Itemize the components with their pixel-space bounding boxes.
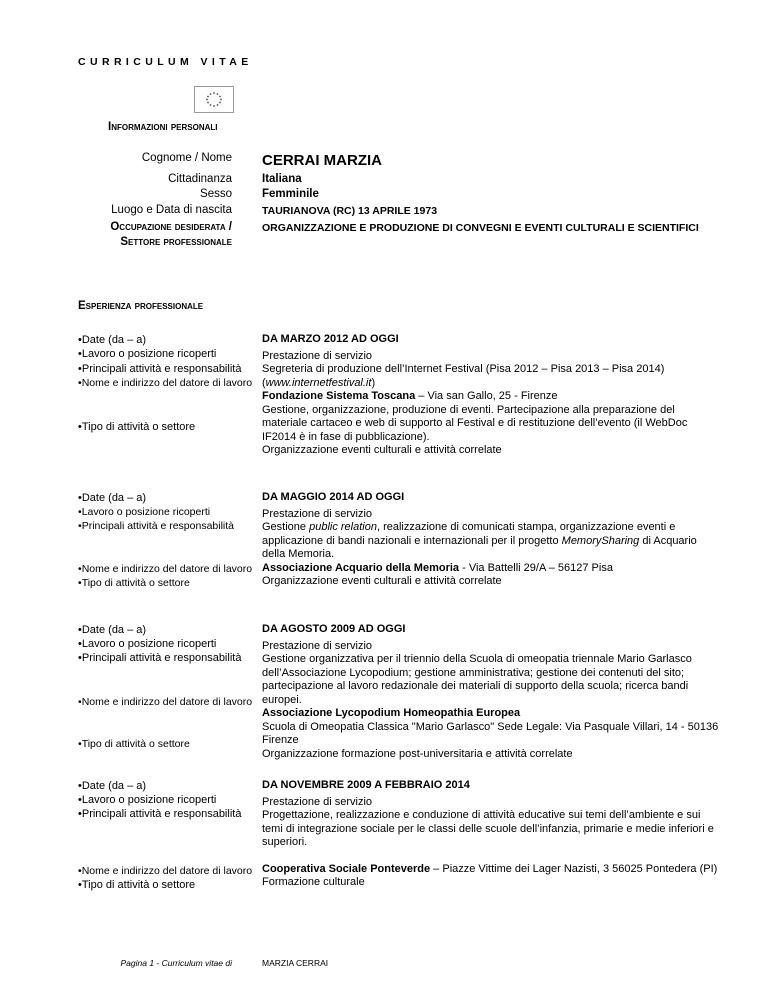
job2-date: DA MAGGIO 2014 AD OGGI bbox=[262, 491, 405, 503]
job4-date: DA NOVEMBRE 2009 A FEBBRAIO 2014 bbox=[262, 779, 470, 791]
job3-datore-name: Associazione Lycopodium Homeopathia Europea bbox=[262, 707, 521, 719]
job4-date-label: • Date (da – a) bbox=[78, 780, 146, 792]
job2-att-d: MemorySharing bbox=[561, 534, 640, 547]
job1-datore-name: Fondazione Sistema Toscana bbox=[262, 390, 416, 402]
cittadinanza-label: Cittadinanza bbox=[168, 173, 232, 185]
job4-attivita: Progettazione, realizzazione e conduzione di attività educative sui temi dell’ambiente e sui temi di integrazione sociale per le classi delle scuole dell’infanzia, primarie e medie inferiori e superiori. bbox=[262, 809, 714, 848]
job2-attivita-label: • Principali attività e responsabilità bbox=[78, 520, 234, 532]
job3-date-label: • Date (da – a) bbox=[78, 624, 146, 636]
job1-attivita-label: • Principali attività e responsabilità bbox=[78, 363, 241, 375]
cittadinanza-value: Italiana bbox=[262, 173, 302, 185]
eu-flag-icon bbox=[194, 86, 234, 113]
job2-tipo: Organizzazione eventi culturali e attività correlate bbox=[262, 575, 502, 587]
job3-tipo: Organizzazione formazione post-universitaria e attività correlate bbox=[262, 747, 573, 760]
job4-tipo: Formazione culturale bbox=[262, 876, 365, 888]
job3-tipo-label: • Tipo di attività o settore bbox=[78, 738, 190, 750]
job3-attivita: Gestione organizzativa per il triennio della Scuola di omeopatia triennale Mario Garlasco dell’Associazione Lycopodium; gestione amministrativa; gestione dei contenuti del sito; partecipazione al lavoro redazionale dei materiali di supporto della scuola; ricerca bandi europei. bbox=[262, 653, 692, 706]
job2-tipo-label: • Tipo di attività o settore bbox=[78, 577, 190, 589]
job1-link-line: (www.internetfestival.it) bbox=[262, 376, 376, 389]
job1-lavoro: Prestazione di servizio bbox=[262, 349, 373, 362]
footer-page-label: Pagina 1 - Curriculum vitae di bbox=[120, 958, 232, 968]
job4-lavoro-label: • Lavoro o posizione ricoperti bbox=[78, 794, 216, 806]
job4-datore bbox=[262, 863, 722, 877]
sesso-value: Femminile bbox=[262, 188, 319, 200]
occupazione-label bbox=[0, 220, 232, 250]
job4-block bbox=[262, 779, 722, 890]
job4-datore-addr: – Piazze Vittime dei Lager Nazisti, 3 56025 Pontedera (PI) bbox=[430, 862, 718, 875]
job2-datore-label: • Nome e indirizzo del datore di lavoro bbox=[78, 563, 252, 575]
nascita-label: Luogo e Data di nascita bbox=[111, 204, 232, 216]
nascita-value: TAURIANOVA (RC) 13 APRILE 1973 bbox=[262, 205, 438, 217]
job2-att-c: , realizzazione di comunicati stampa, organizzazione eventi e applicazione di bandi nazionali e internazionali per il progetto bbox=[262, 521, 676, 547]
job1-datore-addr: – Via san Gallo, 25 - Firenze bbox=[415, 390, 558, 402]
job2-date-label: • Date (da – a) bbox=[78, 492, 146, 504]
job1-attivita bbox=[262, 363, 722, 377]
job3-lavoro-label: • Lavoro o posizione ricoperti bbox=[78, 638, 216, 650]
job1-website-link[interactable]: www.internetfestival.it bbox=[265, 376, 372, 389]
section-personal-title: Informazioni personali bbox=[108, 121, 218, 133]
job1-tipo-label: • Tipo di attività o settore bbox=[78, 421, 195, 433]
job1-datore bbox=[262, 390, 722, 404]
job2-block bbox=[262, 491, 722, 589]
job1-tipo: Organizzazione eventi culturali e attività correlate bbox=[262, 444, 502, 456]
job2-lavoro: Prestazione di servizio bbox=[262, 507, 373, 520]
job3-datore-addr: Scuola di Omeopatia Classica "Mario Garlasco" Sede Legale: Via Pasquale Villari, 14 - 50136 Firenze bbox=[262, 720, 719, 746]
job1-desc: Gestione, organizzazione, produzione di eventi. Partecipazione alla preparazione del materiale cartaceo e web di supporto al Festival e di restituzione dell’evento (il WebDoc IF2014 è in fase di pubblicazione). bbox=[262, 403, 688, 443]
job4-lavoro: Prestazione di servizio bbox=[262, 795, 373, 808]
job4-attivita-label: • Principali attività e responsabilità bbox=[78, 808, 241, 820]
job2-datore-name: Associazione Acquario della Memoria bbox=[262, 561, 460, 574]
job3-attivita-label: • Principali attività e responsabilità bbox=[78, 652, 241, 664]
person-name: CERRAI MARZIA bbox=[262, 152, 382, 169]
job2-att-b: public relation bbox=[309, 521, 377, 533]
occupazione-value: ORGANIZZAZIONE E PRODUZIONE DI CONVEGNI E EVENTI CULTURALI E SCIENTIFICI bbox=[262, 222, 699, 234]
job2-att-e: di Acquario della Memoria. bbox=[262, 534, 697, 560]
footer-name: MARZIA CERRAI bbox=[262, 958, 329, 968]
job1-datore-label: • Nome e indirizzo del datore di lavoro bbox=[78, 377, 252, 389]
job1-lavoro-label: • Lavoro o posizione ricoperti bbox=[78, 348, 216, 360]
job1-block bbox=[262, 333, 722, 458]
job2-attivita bbox=[262, 521, 722, 562]
job1-date: DA MARZO 2012 AD OGGI bbox=[262, 333, 399, 345]
job3-date: DA AGOSTO 2009 AD OGGI bbox=[262, 623, 406, 635]
job2-datore-addr: - Via Battelli 29/A – 56127 Pisa bbox=[459, 561, 613, 574]
job4-datore-label: • Nome e indirizzo del datore di lavoro bbox=[78, 865, 252, 877]
section-experience-title: Esperienza professionale bbox=[78, 300, 204, 312]
job1-date-label: • Date (da – a) bbox=[78, 334, 146, 346]
job2-lavoro-label: • Lavoro o posizione ricoperti bbox=[78, 506, 210, 518]
occupazione-label-line1: Occupazione desiderata / bbox=[110, 221, 232, 233]
job4-tipo-label: • Tipo di attività o settore bbox=[78, 879, 195, 891]
job2-att-a: Gestione bbox=[262, 521, 310, 533]
job4-datore-name: Cooperativa Sociale Ponteverde bbox=[262, 862, 431, 875]
job3-lavoro: Prestazione di servizio bbox=[262, 639, 373, 652]
job3-datore-label: • Nome e indirizzo del datore di lavoro bbox=[78, 696, 252, 708]
name-label: Cognome / Nome bbox=[141, 152, 232, 164]
cv-title: CURRICULUM VITAE bbox=[78, 56, 253, 68]
job1-attivita-text: Segreteria di produzione dell’Internet Festival (Pisa 2012 – Pisa 2013 – Pisa 2014) bbox=[262, 363, 665, 375]
job2-datore bbox=[262, 562, 722, 576]
job3-block bbox=[262, 623, 722, 761]
occupazione-label-line2: Settore professionale bbox=[120, 236, 232, 248]
sesso-label: Sesso bbox=[200, 188, 232, 200]
